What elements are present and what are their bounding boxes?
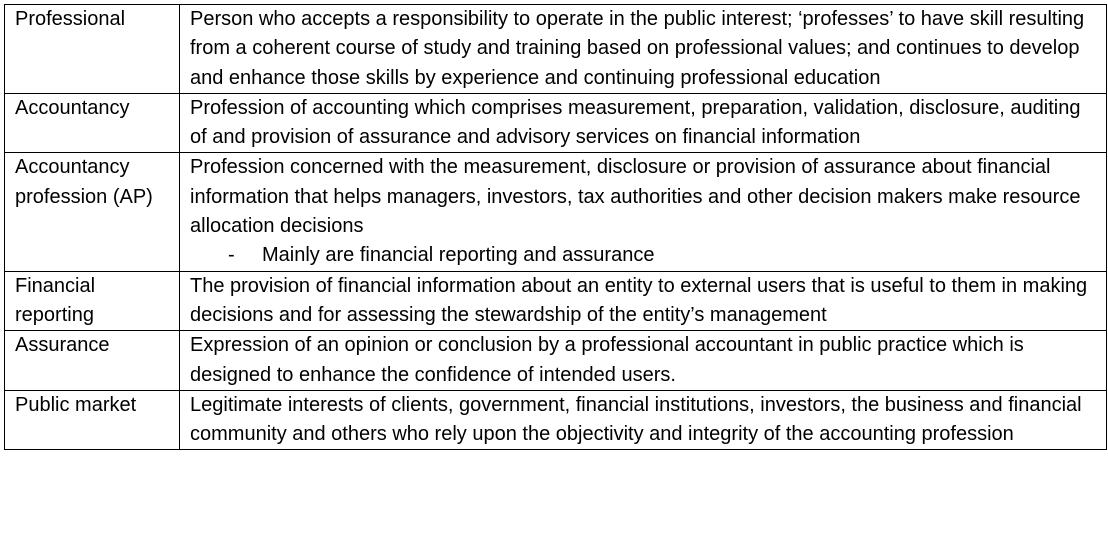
table-row (5, 331, 1107, 391)
term-cell: Public market (5, 390, 180, 450)
definition-cell (180, 153, 1107, 271)
glossary-table (4, 4, 1107, 450)
term-cell: Professional (5, 5, 180, 94)
table-row (5, 93, 1107, 153)
definition-text: Profession concerned with the measurement, disclosure or provision of assurance about financial information that helps managers, investors, tax authorities and other decision makers make resource allocation decisions (190, 156, 1081, 238)
definition-cell: The provision of financial information about an entity to external users that is useful to them in making decisions and for assessing the stewardship of the entity’s management (180, 271, 1107, 331)
term-cell: Accountancy profession (AP) (5, 153, 180, 271)
table-row (5, 390, 1107, 450)
term-cell: Financial reporting (5, 271, 180, 331)
bullet-text: Mainly are financial reporting and assurance (262, 244, 655, 267)
definition-cell: Person who accepts a responsibility to operate in the public interest; ‘professes’ to have skill resulting from a coherent course of study and training based on professional values; and continues to develop and enhance those skills by experience and continuing professional education (180, 5, 1107, 94)
definition-cell: Expression of an opinion or conclusion by a professional accountant in public practice which is designed to enhance the confidence of intended users. (180, 331, 1107, 391)
term-cell: Assurance (5, 331, 180, 391)
definition-cell: Profession of accounting which comprises measurement, preparation, validation, disclosure, auditing of and provision of assurance and advisory services on financial information (180, 93, 1107, 153)
table-row (5, 153, 1107, 271)
term-cell: Accountancy (5, 93, 180, 153)
bullet-item (190, 241, 1102, 270)
bullet-marker: - (228, 244, 235, 267)
table-row (5, 271, 1107, 331)
definition-cell: Legitimate interests of clients, government, financial institutions, investors, the business and financial community and others who rely upon the objectivity and integrity of the accounting profession (180, 390, 1107, 450)
table-row (5, 5, 1107, 94)
